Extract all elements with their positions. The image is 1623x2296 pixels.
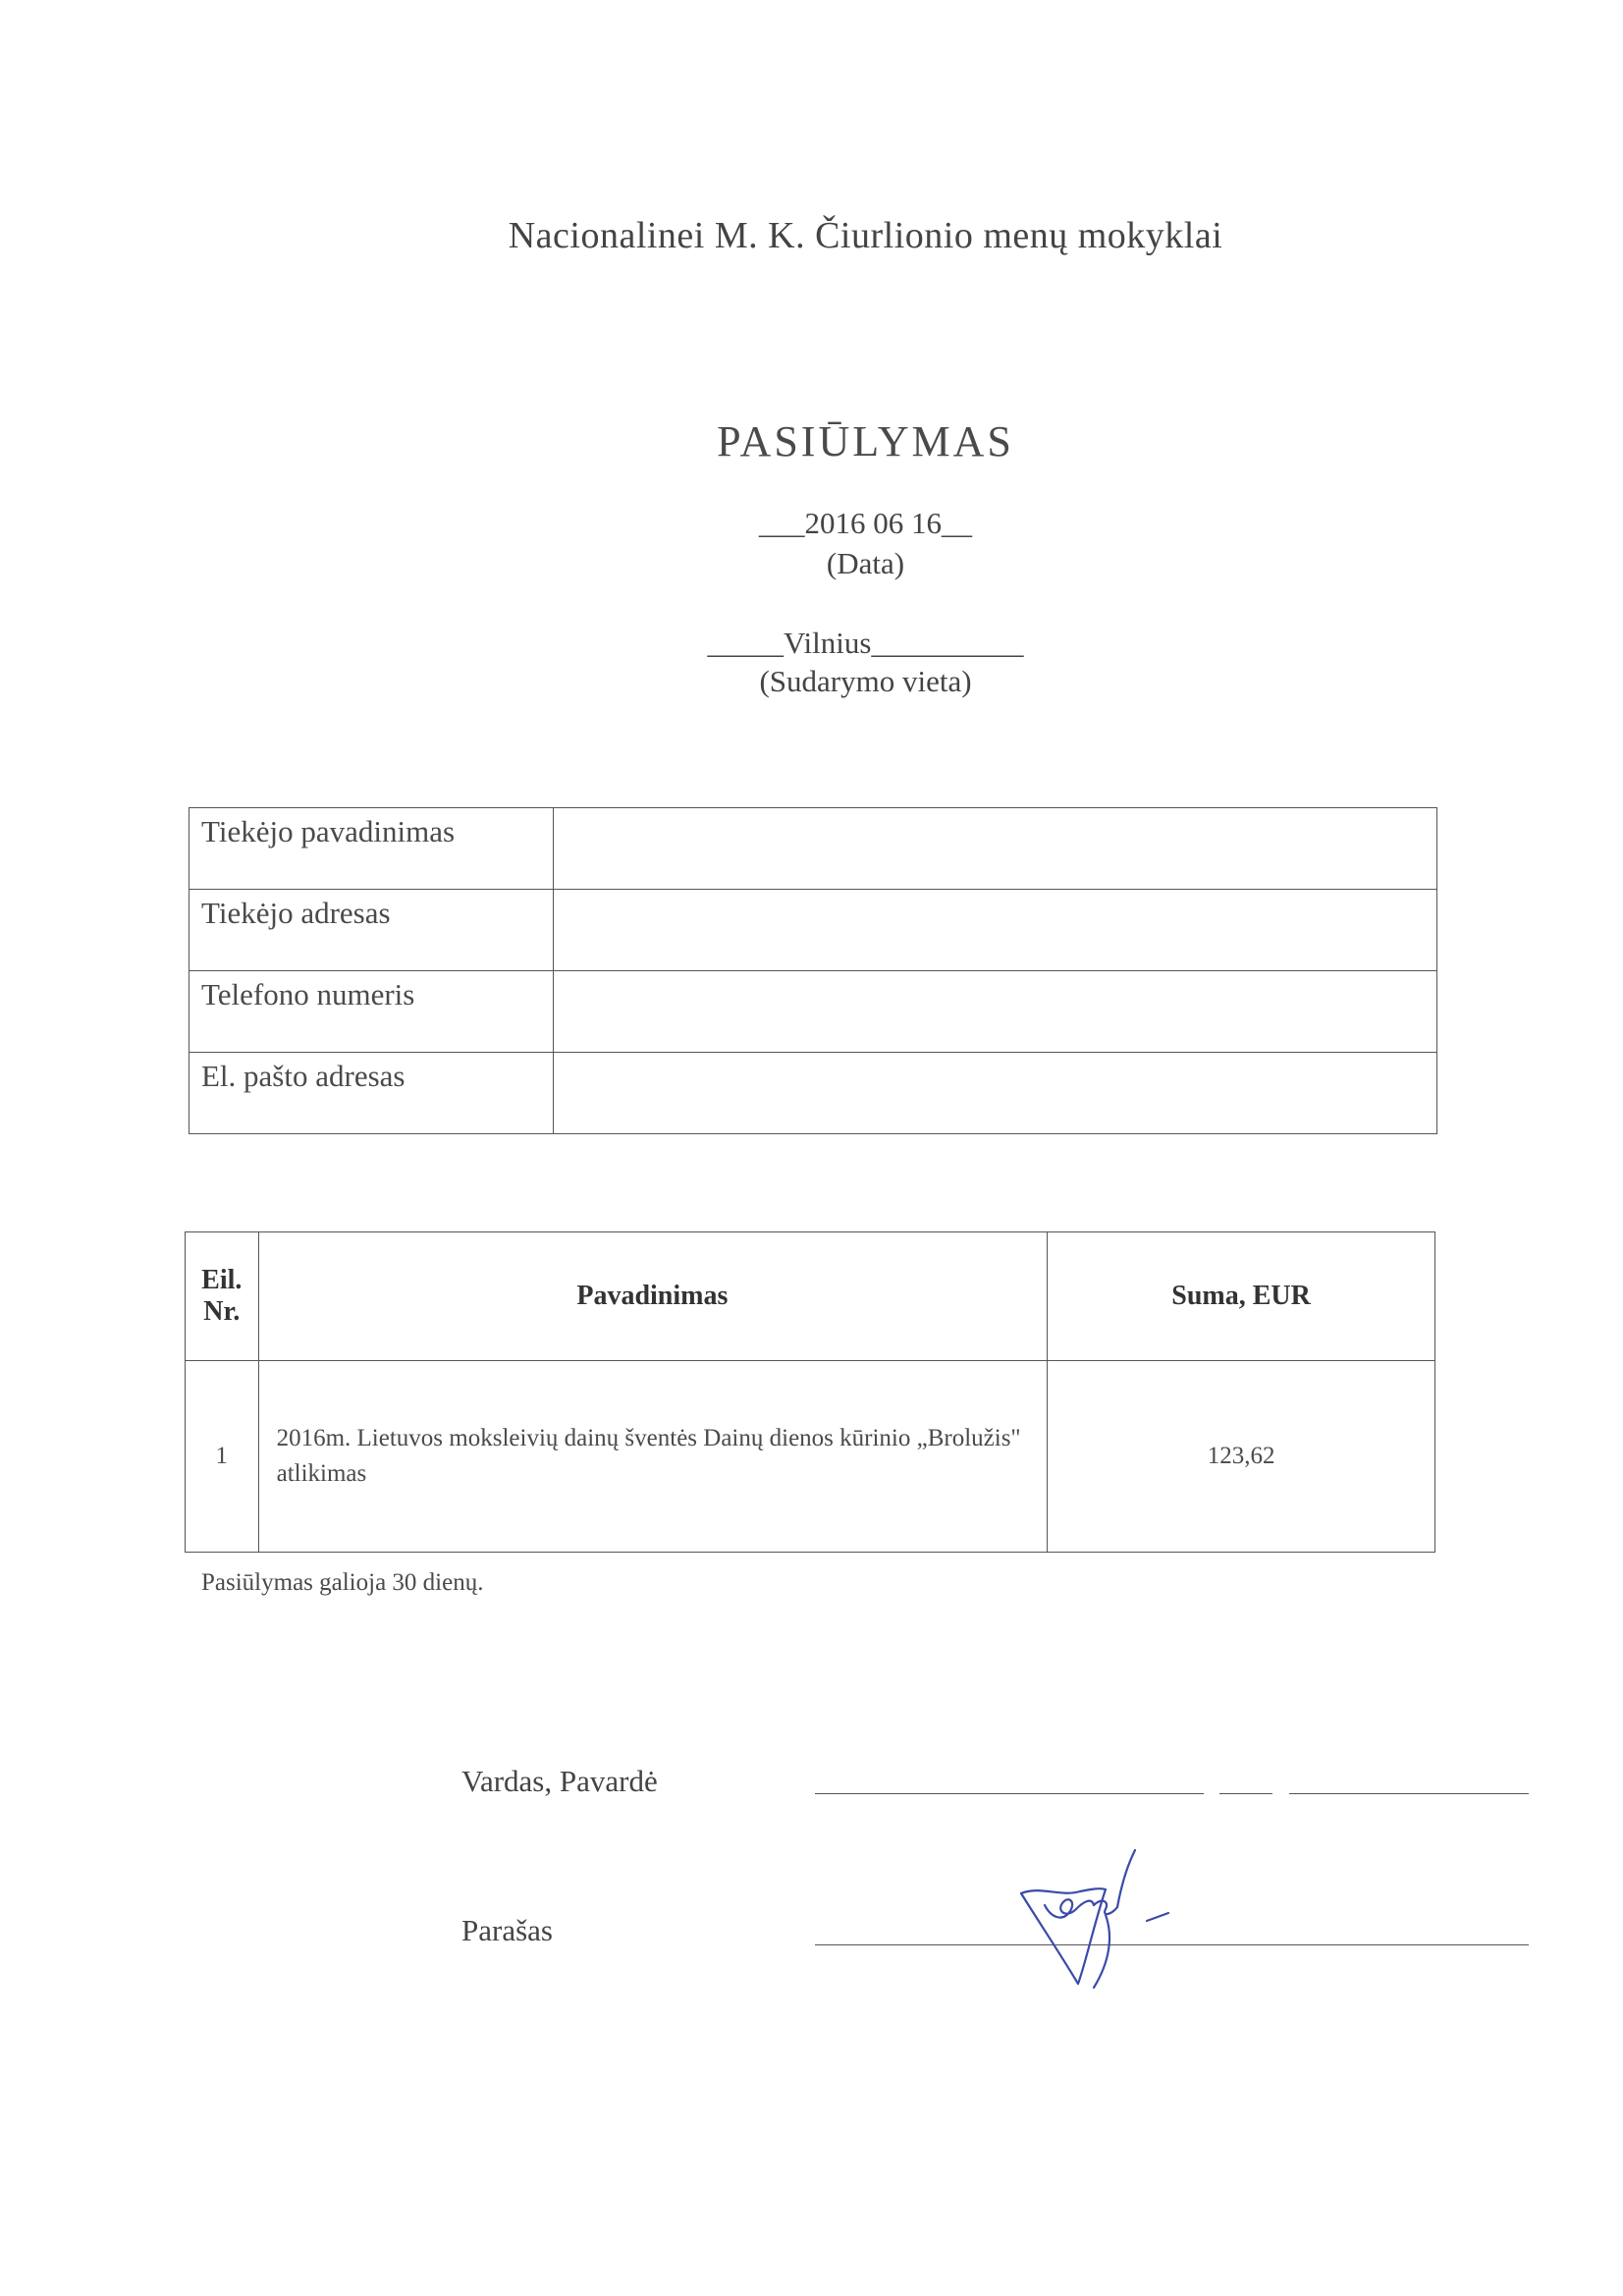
supplier-row-email: [189, 1053, 1437, 1134]
items-table: [185, 1231, 1435, 1553]
header-item-sum: Suma, EUR: [1048, 1232, 1435, 1361]
supplier-info-table: [189, 807, 1437, 1134]
date-field: ___2016 06 16__: [759, 506, 972, 540]
name-line: [1219, 1793, 1272, 1794]
supplier-name-label: Tiekėjo pavadinimas: [189, 808, 554, 890]
supplier-email-value: [554, 1053, 1437, 1134]
name-line: [815, 1793, 1204, 1794]
item-number: 1: [186, 1361, 259, 1553]
supplier-row-name: [189, 808, 1437, 890]
supplier-phone-value: [554, 971, 1437, 1053]
supplier-address-label: Tiekėjo adresas: [189, 890, 554, 971]
document-title: PASIŪLYMAS: [717, 417, 1014, 465]
recipient-heading: Nacionalinei M. K. Čiurlionio menų mokyklai: [508, 215, 1223, 256]
supplier-phone-label: Telefono numeris: [189, 971, 554, 1053]
supplier-row-phone: [189, 971, 1437, 1053]
supplier-address-value: [554, 890, 1437, 971]
items-header-row: [186, 1232, 1435, 1361]
date-caption: (Data): [826, 546, 905, 580]
handwritten-signature: [1011, 1846, 1208, 2003]
validity-note: Pasiūlymas galioja 30 dienų.: [201, 1569, 484, 1596]
supplier-name-value: [554, 808, 1437, 890]
supplier-row-address: [189, 890, 1437, 971]
place-caption: (Sudarymo vieta): [759, 664, 972, 698]
place-field: _____Vilnius__________: [707, 626, 1024, 660]
signature-label: Parašas: [461, 1913, 553, 1947]
name-surname-label: Vardas, Pavardė: [461, 1764, 658, 1798]
header-item-name: Pavadinimas: [258, 1232, 1048, 1361]
name-line: [1289, 1793, 1529, 1794]
item-name: 2016m. Lietuvos moksleivių dainų šventės Dainų dienos kūrinio „Brolužis" atlikimas: [258, 1361, 1048, 1553]
table-row: [186, 1361, 1435, 1553]
header-item-number: Eil. Nr.: [186, 1232, 259, 1361]
supplier-email-label: El. pašto adresas: [189, 1053, 554, 1134]
item-sum: 123,62: [1048, 1361, 1435, 1553]
